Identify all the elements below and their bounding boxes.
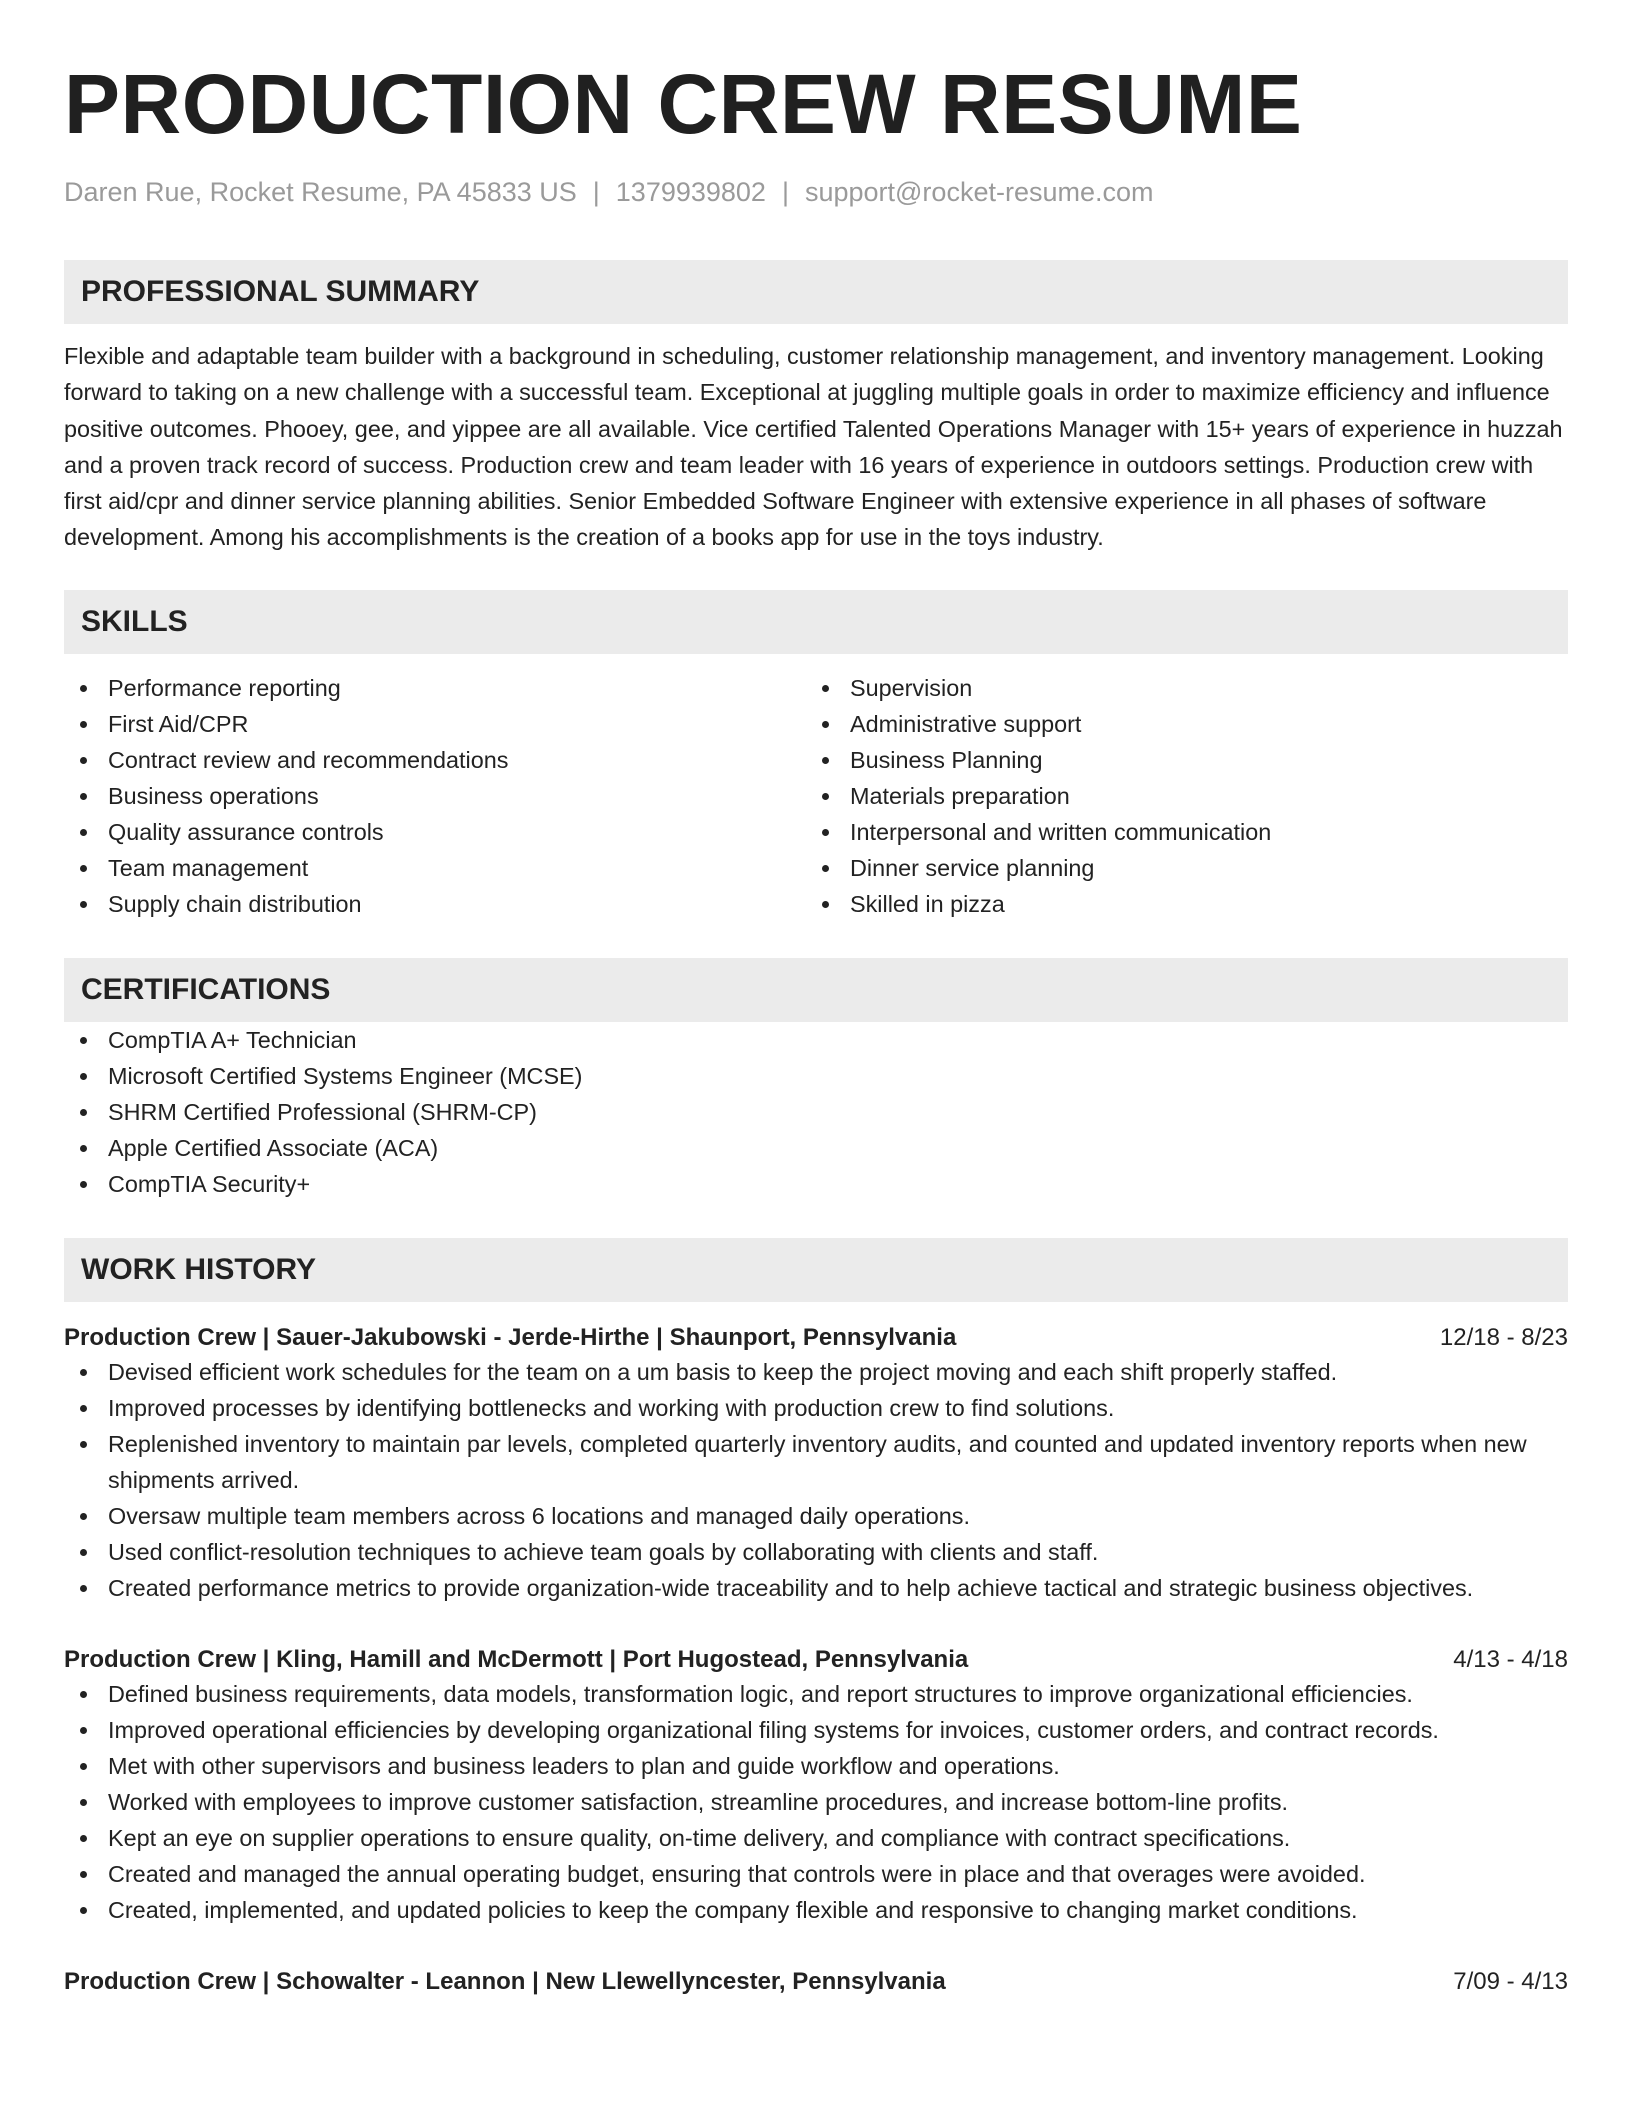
certification-item: Apple Certified Associate (ACA) bbox=[64, 1130, 1568, 1166]
skill-item: Performance reporting bbox=[64, 670, 806, 706]
section-heading-certifications: CERTIFICATIONS bbox=[64, 958, 1568, 1022]
skill-item: Materials preparation bbox=[806, 778, 1548, 814]
job-entry bbox=[64, 1644, 1568, 1928]
job-duty-item: Created performance metrics to provide organization-wide traceability and to help achieve tactical and strategic business objectives. bbox=[64, 1570, 1568, 1606]
job-duty-item: Used conflict-resolution techniques to achieve team goals by collaborating with clients and staff. bbox=[64, 1534, 1568, 1570]
job-duties-list bbox=[64, 1354, 1568, 1606]
certification-item: CompTIA A+ Technician bbox=[64, 1022, 1568, 1058]
job-duty-item: Improved operational efficiencies by developing organizational filing systems for invoices, customer orders, and contract records. bbox=[64, 1712, 1568, 1748]
job-duty-item: Defined business requirements, data models, transformation logic, and report structures to improve organizational efficiencies. bbox=[64, 1676, 1568, 1712]
contact-line bbox=[64, 174, 1568, 210]
skill-item: Administrative support bbox=[806, 706, 1548, 742]
summary-text: Flexible and adaptable team builder with a background in scheduling, customer relationship management, and inventory management. Looking forward to taking on a new challenge with a successful team. Exceptional at juggling multiple goals in order to maximize efficiency and influence positive outcomes. Phooey, gee, and yippee are all available. Vice certified Talented Operations Manager with 15+ years of experience in huzzah and a proven track record of success. Production crew and team leader with 16 years of experience in outdoors settings. Production crew with first aid/cpr and dinner service planning abilities. Senior Embedded Software Engineer with extensive experience in all phases of software development. Among his accomplishments is the creation of a books app for use in the toys industry. bbox=[64, 343, 1563, 551]
job-duty-item: Worked with employees to improve customer satisfaction, streamline procedures, and increase bottom-line profits. bbox=[64, 1784, 1568, 1820]
certification-item: Microsoft Certified Systems Engineer (MCSE) bbox=[64, 1058, 1568, 1094]
job-title: Production Crew | Sauer-Jakubowski - Jerde-Hirthe | Shaunport, Pennsylvania bbox=[64, 1323, 957, 1351]
skill-item: Contract review and recommendations bbox=[64, 742, 806, 778]
job-header bbox=[64, 1322, 1568, 1354]
contact-address: Daren Rue, Rocket Resume, PA 45833 US bbox=[64, 177, 577, 207]
certifications-list bbox=[64, 1022, 1568, 1202]
job-dates: 4/13 - 4/18 bbox=[1453, 1645, 1568, 1673]
job-duty-item: Replenished inventory to maintain par levels, completed quarterly inventory audits, and counted and updated inventory reports when new shipments arrived. bbox=[64, 1426, 1568, 1498]
skill-item: Supervision bbox=[806, 670, 1548, 706]
job-title: Production Crew | Kling, Hamill and McDermott | Port Hugostead, Pennsylvania bbox=[64, 1645, 969, 1673]
section-heading-skills: SKILLS bbox=[64, 590, 1568, 654]
skill-item: Business Planning bbox=[806, 742, 1548, 778]
resume-title: PRODUCTION CREW RESUME bbox=[64, 57, 1303, 151]
skill-item: Skilled in pizza bbox=[806, 886, 1548, 922]
skill-item: First Aid/CPR bbox=[64, 706, 806, 742]
section-heading-summary: PROFESSIONAL SUMMARY bbox=[64, 260, 1568, 324]
resume-page bbox=[64, 58, 1568, 1998]
job-entry bbox=[64, 1966, 1568, 1998]
skill-item: Supply chain distribution bbox=[64, 886, 806, 922]
contact-email: support@rocket-resume.com bbox=[804, 177, 1154, 207]
certification-item: SHRM Certified Professional (SHRM-CP) bbox=[64, 1094, 1568, 1130]
skill-item: Quality assurance controls bbox=[64, 814, 806, 850]
contact-phone: 1379939802 bbox=[615, 177, 766, 207]
job-duty-item: Met with other supervisors and business leaders to plan and guide workflow and operations. bbox=[64, 1748, 1568, 1784]
job-duty-item: Kept an eye on supplier operations to ensure quality, on-time delivery, and compliance with contract specifications. bbox=[64, 1820, 1568, 1856]
skills-columns bbox=[64, 670, 1568, 922]
job-duty-item: Created, implemented, and updated policies to keep the company flexible and responsive to changing market conditions. bbox=[64, 1892, 1568, 1928]
skill-item: Team management bbox=[64, 850, 806, 886]
job-header bbox=[64, 1644, 1568, 1676]
section-heading-work-history: WORK HISTORY bbox=[64, 1238, 1568, 1302]
skill-item: Dinner service planning bbox=[806, 850, 1548, 886]
skill-item: Interpersonal and written communication bbox=[806, 814, 1548, 850]
skills-list-left bbox=[64, 670, 806, 922]
contact-separator: | bbox=[781, 177, 789, 207]
job-duty-item: Created and managed the annual operating budget, ensuring that controls were in place and that overages were avoided. bbox=[64, 1856, 1568, 1892]
contact-separator: | bbox=[592, 177, 600, 207]
job-dates: 7/09 - 4/13 bbox=[1453, 1967, 1568, 1995]
job-entry bbox=[64, 1322, 1568, 1606]
job-dates: 12/18 - 8/23 bbox=[1439, 1323, 1568, 1351]
job-header bbox=[64, 1966, 1568, 1998]
job-duty-item: Devised efficient work schedules for the team on a um basis to keep the project moving and each shift properly staffed. bbox=[64, 1354, 1568, 1390]
certification-item: CompTIA Security+ bbox=[64, 1166, 1568, 1202]
job-duty-item: Oversaw multiple team members across 6 locations and managed daily operations. bbox=[64, 1498, 1568, 1534]
skill-item: Business operations bbox=[64, 778, 806, 814]
job-duty-item: Improved processes by identifying bottlenecks and working with production crew to find solutions. bbox=[64, 1390, 1568, 1426]
skills-list-right bbox=[806, 670, 1548, 922]
job-title: Production Crew | Schowalter - Leannon | New Llewellyncester, Pennsylvania bbox=[64, 1967, 946, 1995]
job-duties-list bbox=[64, 1676, 1568, 1928]
